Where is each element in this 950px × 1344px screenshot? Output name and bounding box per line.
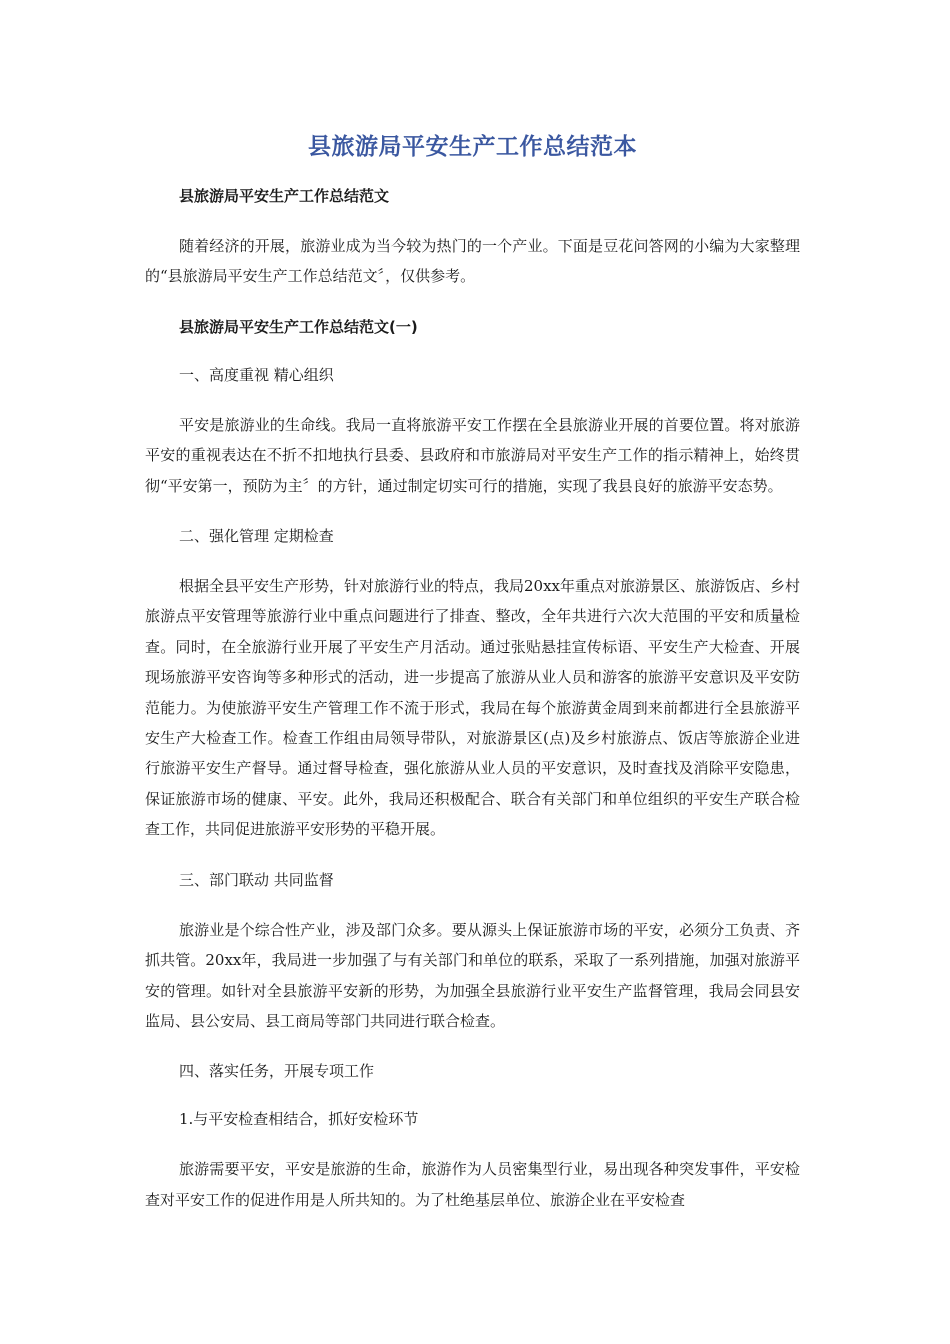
document-title: 县旅游局平安生产工作总结范本 [308, 134, 637, 160]
section-2-body: 根据全县平安生产形势，针对旅游行业的特点，我局20xx年重点对旅游景区、旅游饭店、乡村旅游点平安管理等旅游行业中重点问题进行了排查、整改，全年共进行六次大范围的平安和质量检查。同时，在全旅游行业开展了平安生产月活动。通过张贴悬挂宣传标语、平安生产大检查、开展现场旅游平安咨询等多种形式的活动，进一步提高了旅游从业人员和游客的旅游平安意识及平安防范能力。为使旅游平安生产管理工作不流于形式，我局在每个旅游黄金周到来前都进行全县旅游平安生产大检查工作。检查工作组由局领导带队，对旅游景区(点)及乡村旅游点、饭店等旅游企业进行旅游平安生产督导。通过督导检查，强化旅游从业人员的平安意识，及时查找及消除平安隐患，保证旅游市场的健康、平安。此外，我局还积极配合、联合有关部门和单位组织的平安生产联合检查工作，共同促进旅游平安形势的平稳开展。 [145, 577, 801, 839]
subsection-1-body: 旅游需要平安，平安是旅游的生命，旅游作为人员密集型行业，易出现各种突发事件，平安检查对平安工作的促进作用是人所共知的。为了杜绝基层单位、旅游企业在平安检查 [145, 1160, 800, 1209]
document-subtitle: 县旅游局平安生产工作总结范文 [179, 187, 390, 205]
part-heading: 县旅游局平安生产工作总结范文(一) [179, 317, 418, 336]
section-1-heading: 一、高度重视 精心组织 [179, 365, 334, 384]
subsection-1-heading: 1.与平安检查相结合，抓好安检环节 [179, 1110, 419, 1129]
section-1-body: 平安是旅游业的生命线。我局一直将旅游平安工作摆在全县旅游业开展的首要位置。将对旅游平安的重视表达在不折不扣地执行县委、县政府和市旅游局对平安生产工作的指示精神上，始终贯彻“平安第一，预防为主〞的方针，通过制定切实可行的措施，实现了我县良好的旅游平安态势。 [145, 415, 800, 495]
section-4-heading: 四、落实任务，开展专项工作 [179, 1062, 375, 1081]
section-3-heading: 三、部门联动 共同监督 [179, 870, 334, 889]
document-page [145, 128, 800, 1237]
intro-paragraph: 随着经济的开展，旅游业成为当今较为热门的一个产业。下面是豆花问答网的小编为大家整理的“县旅游局平安生产工作总结范文〞，仅供参考。 [145, 237, 800, 286]
section-3-body: 旅游业是个综合性产业，涉及部门众多。要从源头上保证旅游市场的平安，必须分工负责、齐抓共管。20xx年，我局进一步加强了与有关部门和单位的联系，采取了一系列措施，加强对旅游平安的管理。如针对全县旅游平安新的形势，为加强全县旅游行业平安生产监督管理，我局会同县安监局、县公安局、县工商局等部门共同进行联合检查。 [145, 920, 800, 1030]
section-2-heading: 二、强化管理 定期检查 [179, 527, 334, 546]
